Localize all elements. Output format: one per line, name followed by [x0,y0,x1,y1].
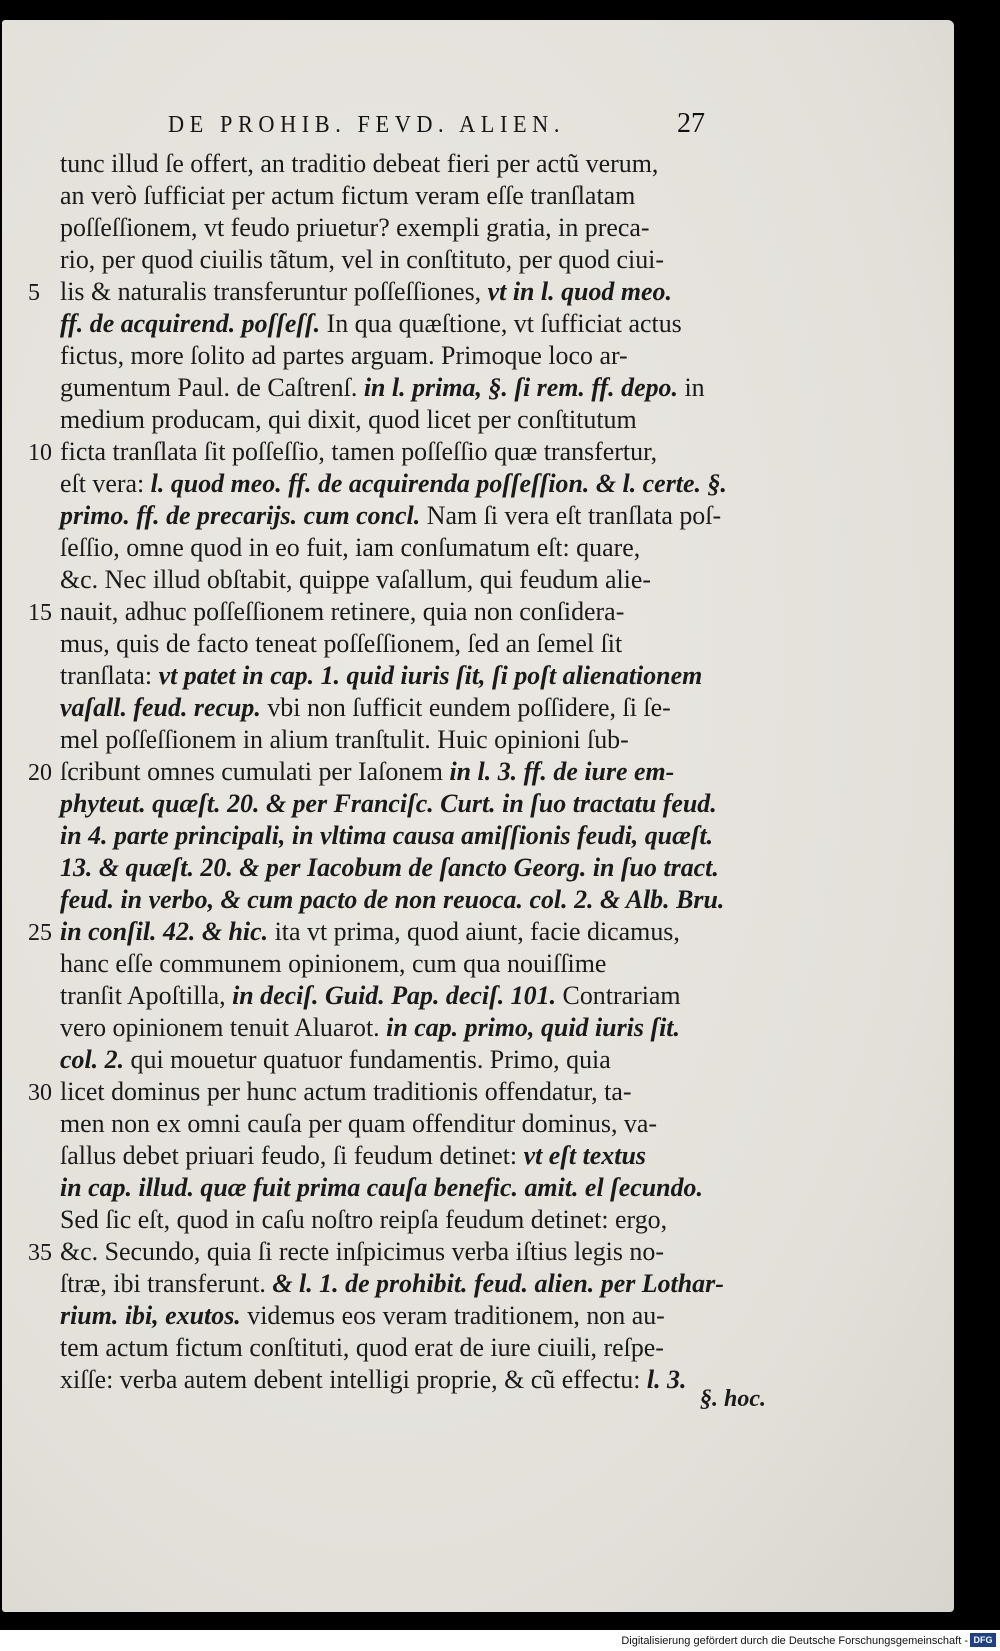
text-segment: tranſlata: [60,661,159,690]
text-line [60,532,748,564]
text-line [60,1108,748,1140]
text-line [60,468,748,500]
text-line [60,1204,748,1236]
citation-segment: in l. 3. ff. de iure em- [449,757,675,786]
text-segment: medium producam, qui dixit, quod licet per conſtitutum [60,405,637,434]
text-line [60,1172,748,1204]
text-segment: eſt vera: [60,469,151,498]
text-line [60,980,748,1012]
line-number: 15 [28,600,52,626]
text-segment: tranſit Apoſtilla, [60,981,233,1010]
text-line [60,1076,748,1108]
text-line [60,1012,748,1044]
text-segment: hanc eſſe communem opinionem, cum qua nouiſſime [60,949,607,978]
citation-segment: in cap. primo, quid iuris ſit. [386,1013,680,1042]
text-line [60,756,748,788]
text-segment: ſeſſio, omne quod in eo fuit, iam conſumatum eſt: quare, [60,533,641,562]
text-segment: lis & naturalis transferuntur poſſeſſiones, [60,277,488,306]
citation-segment: 13. & quæſt. 20. & per Iacobum de ſancto Georg. in ſuo tract. [60,853,719,882]
text-segment: In qua quæſtione, vt ſufficiat actus [320,309,682,338]
text-segment: vero opinionem tenuit Aluarot. [60,1013,387,1042]
page-number: 27 [677,108,705,139]
citation-segment: ff. de acquirend. poſſeſſ. [60,309,321,338]
text-line [60,500,748,532]
text-line [60,372,748,404]
dfg-logo-icon: DFG [970,1633,996,1647]
text-segment: xiſſe: verba autem debent intelligi proprie, & cũ effectu: [60,1365,647,1394]
citation-segment: in conſil. 42. & hic. [60,917,269,946]
citation-segment: phyteut. quæſt. 20. & per Franciſc. Curt. in ſuo tractatu feud. [60,789,717,818]
citation-segment: l. quod meo. ff. de acquirenda poſſeſſion. & l. certe. §. [150,469,727,498]
text-line [60,212,748,244]
line-number: 25 [28,920,52,946]
text-line [60,788,748,820]
text-segment: qui mouetur quatuor fundamentis. Primo, quia [124,1045,611,1074]
text-segment: men non ex omni cauſa per quam offenditur dominus, va- [60,1109,658,1138]
line-number: 5 [28,280,40,306]
citation-segment: l. 3. [646,1365,687,1394]
text-line [60,1236,748,1268]
text-segment: poſſeſſionem, vt feudo priuetur? exempli gratia, in preca- [60,213,650,242]
text-line [60,660,748,692]
text-segment: ſallus debet priuari feudo, ſi feudum detinet: [60,1141,524,1170]
citation-segment: in 4. parte principali, in vltima causa amiſſionis feudi, quæſt. [60,821,714,850]
text-line [60,596,748,628]
text-line [60,916,748,948]
text-segment: ſcribunt omnes cumulati per Iaſonem [60,757,450,786]
text-line [60,1364,748,1396]
text-segment: Nam ſi vera eſt tranſlata poſ- [420,501,722,530]
text-line [60,1300,748,1332]
text-segment: &c. Nec illud obſtabit, quippe vaſallum, qui feudum alie- [60,565,652,594]
citation-segment: feud. in verbo, & cum pacto de non reuoca. col. 2. & Alb. Bru. [60,885,725,914]
citation-segment: & l. 1. de prohibit. feud. alien. per Lothar- [272,1269,724,1298]
line-number: 35 [28,1240,52,1266]
text-segment: ſtræ, ibi transferunt. [60,1269,273,1298]
citation-segment: in deciſ. Guid. Pap. deciſ. 101. [232,981,557,1010]
text-segment: &c. Secundo, quia ſi recte inſpicimus verba iſtius legis no- [60,1237,664,1266]
text-segment: fictus, more ſolito ad partes arguam. Primoque loco ar- [60,341,628,370]
citation-segment: in cap. illud. quæ fuit prima cauſa benefic. amit. el ſecundo. [60,1173,704,1202]
text-line [60,852,748,884]
text-segment: gumentum Paul. de Caſtrenſ. [60,373,364,402]
text-line [60,1044,748,1076]
text-segment: Contrariam [556,981,681,1010]
digitization-credit: Digitalisierung gefördert durch die Deutsche Forschungsgemeinschaft - [621,1635,968,1647]
text-line [60,180,748,212]
citation-segment: in l. prima, §. ſi rem. ff. depo. [363,373,678,402]
citation-segment: vt eſt textus [523,1141,646,1170]
line-number: 20 [28,760,52,786]
line-number: 10 [28,440,52,466]
text-segment: licet dominus per hunc actum traditionis offendatur, ta- [60,1077,632,1106]
text-segment: vbi non ſufficit eundem poſſidere, ſi ſe- [260,693,671,722]
text-line [60,148,748,180]
text-line [60,1268,748,1300]
citation-segment: rium. ibi, exutos. [60,1301,241,1330]
text-line [60,564,748,596]
text-line [60,436,748,468]
text-line [60,244,748,276]
citation-segment: vaſall. feud. recup. [60,693,261,722]
citation-segment: vt in l. quod meo. [487,277,672,306]
text-line [60,340,748,372]
text-segment: videmus eos veram traditionem, non au- [240,1301,665,1330]
text-line [60,948,748,980]
text-segment: Sed ſic eſt, quod in caſu noſtro reipſa feudum detinet: ergo, [60,1205,668,1234]
text-segment: nauit, adhuc poſſeſſionem retinere, quia non conſidera- [60,597,625,626]
text-line [60,1140,748,1172]
text-line [60,820,748,852]
citation-segment: col. 2. [60,1045,125,1074]
text-segment: tem actum fictum conſtituti, quod erat de iure ciuili, reſpe- [60,1333,664,1362]
citation-segment: primo. ff. de precarijs. cum concl. [60,501,421,530]
text-segment: in [677,373,705,402]
text-segment: an verò ſufficiat per actum fictum veram eſſe tranſlatam [60,181,636,210]
text-line [60,724,748,756]
text-line [60,628,748,660]
text-segment: mus, quis de facto teneat poſſeſſionem, ſed an ſemel ſit [60,629,623,658]
text-segment: ita vt prima, quod aiunt, facie dicamus, [268,917,680,946]
citation-segment: vt patet in cap. 1. quid iuris ſit, ſi poſt alienationem [158,661,703,690]
catchword: §. hoc. [700,1386,766,1412]
line-number: 30 [28,1080,52,1106]
running-title: DE PROHIB. FEVD. ALIEN. [168,112,566,138]
text-line [60,404,748,436]
text-line [60,884,748,916]
text-segment: ficta tranſlata ſit poſſeſſio, tamen poſſeſſio quæ transfertur, [60,437,658,466]
text-segment: rio, per quod ciuilis tãtum, vel in conſtituto, per quod ciui- [60,245,665,274]
text-line [60,308,748,340]
text-segment: tunc illud ſe offert, an traditio debeat fieri per actũ verum, [60,149,659,178]
text-segment: mel poſſeſſionem in alium tranſtulit. Huic opinioni ſub- [60,725,629,754]
text-line [60,692,748,724]
text-line [60,276,748,308]
text-line [60,1332,748,1364]
